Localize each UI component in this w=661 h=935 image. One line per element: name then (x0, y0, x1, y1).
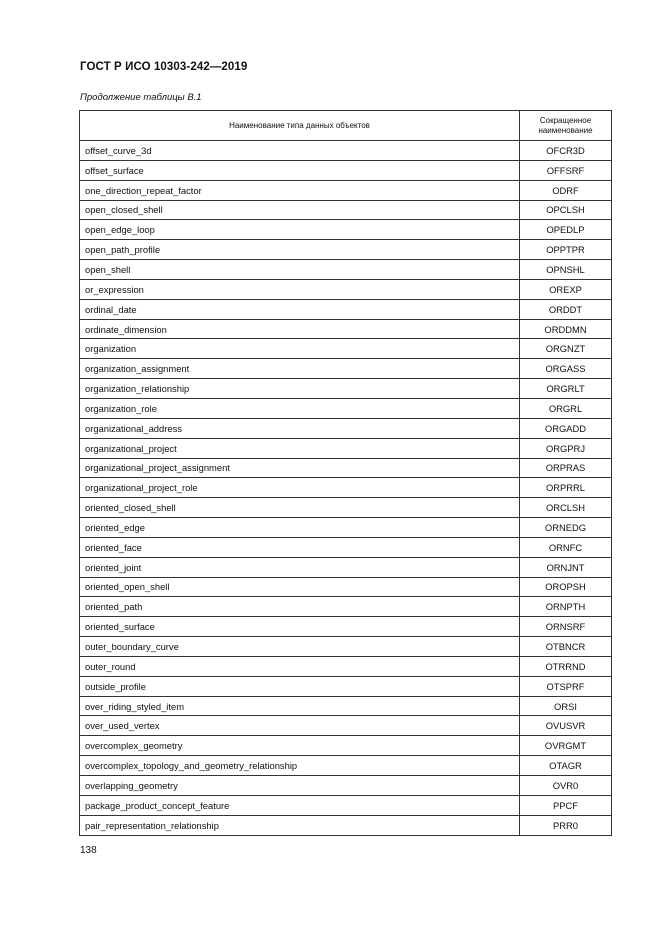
table-row (80, 498, 612, 518)
entity-type-name: open_closed_shell (80, 200, 520, 220)
entity-type-name: oriented_edge (80, 518, 520, 538)
short-name: ORGPRJ (520, 438, 612, 458)
short-name: OPEDLP (520, 220, 612, 240)
entity-type-name: organizational_project_assignment (80, 458, 520, 478)
short-name: ORNJNT (520, 557, 612, 577)
table-row (80, 756, 612, 776)
entity-type-name: organizational_project (80, 438, 520, 458)
entity-type-name: oriented_face (80, 537, 520, 557)
entity-type-name: ordinal_date (80, 299, 520, 319)
entity-type-name: or_expression (80, 279, 520, 299)
short-name: ORDDT (520, 299, 612, 319)
short-name: ORGASS (520, 359, 612, 379)
short-name: OTAGR (520, 756, 612, 776)
table-row (80, 795, 612, 815)
document-title: ГОСТ Р ИСО 10303-242—2019 (80, 61, 248, 73)
entity-type-name: overcomplex_topology_and_geometry_relationship (80, 756, 520, 776)
short-name: ORPRAS (520, 458, 612, 478)
short-name: ORPRRL (520, 478, 612, 498)
short-name: OPPTPR (520, 240, 612, 260)
table-row (80, 478, 612, 498)
short-name: OTRRND (520, 656, 612, 676)
column-header-entity-type: Наименование типа данных объектов (80, 111, 520, 141)
entity-type-name: offset_curve_3d (80, 141, 520, 161)
short-name: ORGRL (520, 398, 612, 418)
short-name: OPCLSH (520, 200, 612, 220)
short-name: PPCF (520, 795, 612, 815)
table-row (80, 180, 612, 200)
table-row (80, 260, 612, 280)
short-name: OFFSRF (520, 160, 612, 180)
entity-type-name: open_shell (80, 260, 520, 280)
table-row (80, 776, 612, 796)
table-row (80, 676, 612, 696)
short-name: OFCR3D (520, 141, 612, 161)
table-row (80, 141, 612, 161)
table-row (80, 577, 612, 597)
page-number: 138 (80, 845, 97, 856)
table-row (80, 379, 612, 399)
short-name: PRR0 (520, 815, 612, 835)
table-row (80, 160, 612, 180)
short-name: ORCLSH (520, 498, 612, 518)
short-name: ORGRLT (520, 379, 612, 399)
entity-type-name: organization_role (80, 398, 520, 418)
table-row (80, 359, 612, 379)
short-name: OREXP (520, 279, 612, 299)
entity-type-name: oriented_path (80, 597, 520, 617)
entity-type-name: oriented_surface (80, 617, 520, 637)
table-row (80, 557, 612, 577)
table-row (80, 418, 612, 438)
table-row (80, 815, 612, 835)
entity-type-name: organizational_project_role (80, 478, 520, 498)
short-name: OTBNCR (520, 637, 612, 657)
short-name: ORSI (520, 696, 612, 716)
short-name: ORNSRF (520, 617, 612, 637)
entity-type-name: open_path_profile (80, 240, 520, 260)
entity-type-name: pair_representation_relationship (80, 815, 520, 835)
entity-type-name: oriented_closed_shell (80, 498, 520, 518)
short-name: ORNEDG (520, 518, 612, 538)
table-row (80, 716, 612, 736)
entity-type-name: organization (80, 339, 520, 359)
table-row (80, 339, 612, 359)
short-name: ORGNZT (520, 339, 612, 359)
entity-type-name: over_riding_styled_item (80, 696, 520, 716)
short-name: ORGADD (520, 418, 612, 438)
entity-type-name: organizational_address (80, 418, 520, 438)
entity-type-name: outer_round (80, 656, 520, 676)
table-row (80, 279, 612, 299)
short-name: ODRF (520, 180, 612, 200)
entity-type-name: overcomplex_geometry (80, 736, 520, 756)
table-row (80, 696, 612, 716)
short-name: ORNFC (520, 537, 612, 557)
table-row (80, 637, 612, 657)
column-header-short-name: Сокращенное наименование (520, 111, 612, 141)
table-row (80, 736, 612, 756)
short-name: OPNSHL (520, 260, 612, 280)
table-row (80, 597, 612, 617)
entity-type-name: one_direction_repeat_factor (80, 180, 520, 200)
short-name: OROPSH (520, 577, 612, 597)
table-row (80, 319, 612, 339)
entity-type-name: package_product_concept_feature (80, 795, 520, 815)
entity-type-name: oriented_joint (80, 557, 520, 577)
entity-type-name: oriented_open_shell (80, 577, 520, 597)
data-types-table (79, 110, 612, 836)
short-name: OVR0 (520, 776, 612, 796)
table-row (80, 656, 612, 676)
table-header-row (80, 111, 612, 141)
table-row (80, 240, 612, 260)
short-name: ORDDMN (520, 319, 612, 339)
entity-type-name: ordinate_dimension (80, 319, 520, 339)
table-row (80, 200, 612, 220)
short-name: OVUSVR (520, 716, 612, 736)
entity-type-name: organization_relationship (80, 379, 520, 399)
entity-type-name: outside_profile (80, 676, 520, 696)
table-row (80, 537, 612, 557)
entity-type-name: outer_boundary_curve (80, 637, 520, 657)
table-row (80, 518, 612, 538)
table-row (80, 458, 612, 478)
short-name: ORNPTH (520, 597, 612, 617)
entity-type-name: overlapping_geometry (80, 776, 520, 796)
table-caption: Продолжение таблицы В.1 (80, 92, 202, 103)
table-row (80, 398, 612, 418)
table-row (80, 220, 612, 240)
table-row (80, 299, 612, 319)
short-name: OTSPRF (520, 676, 612, 696)
entity-type-name: over_used_vertex (80, 716, 520, 736)
table-row (80, 438, 612, 458)
entity-type-name: organization_assignment (80, 359, 520, 379)
short-name: OVRGMT (520, 736, 612, 756)
entity-type-name: open_edge_loop (80, 220, 520, 240)
table-row (80, 617, 612, 637)
entity-type-name: offset_surface (80, 160, 520, 180)
